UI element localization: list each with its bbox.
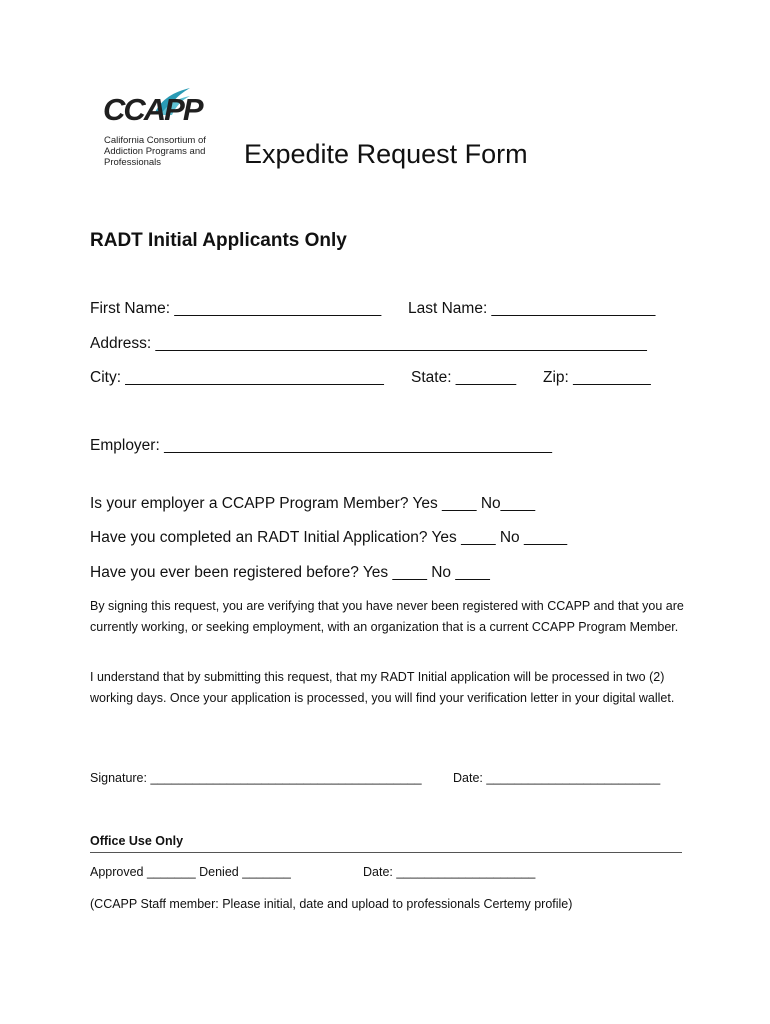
signature-field[interactable]: Signature: _______________________________________	[90, 771, 422, 785]
employer-field[interactable]: Employer: _____________________________________________	[90, 437, 552, 454]
verification-paragraph: By signing this request, you are verifying that you have never been registered with CCAPP and that you are currently working, or seeking employment, with an organization that is a current CCAPP Program Member.	[90, 599, 684, 634]
state-field[interactable]: State: _______	[411, 369, 517, 386]
office-use-heading: Office Use Only	[90, 834, 184, 848]
office-date-field[interactable]: Date: ____________________	[363, 865, 536, 879]
question-completed-application[interactable]: Have you completed an RADT Initial Application? Yes ____ No _____	[90, 529, 568, 546]
approved-denied-field[interactable]: Approved _______ Denied _______	[90, 865, 291, 879]
question-program-member[interactable]: Is your employer a CCAPP Program Member? Yes ____ No____	[90, 495, 536, 512]
logo-wordmark: CCAPP	[103, 92, 202, 127]
logo-org-line3: Professionals	[104, 157, 162, 168]
form-subtitle: RADT Initial Applicants Only	[90, 230, 347, 251]
zip-field[interactable]: Zip: _________	[543, 369, 651, 386]
processing-paragraph: I understand that by submitting this request, that my RADT Initial application will be processed in two (2) working days. Once your application is processed, you will find your verification letter in your digital wallet.	[90, 670, 675, 705]
staff-note: (CCAPP Staff member: Please initial, date and upload to professionals Certemy profile)	[90, 897, 573, 911]
first-name-field[interactable]: First Name: ________________________	[90, 300, 382, 317]
date-field[interactable]: Date: _________________________	[453, 771, 661, 785]
address-field[interactable]: Address: _________________________________________________________	[90, 335, 647, 352]
question-registered-before[interactable]: Have you ever been registered before? Yes ____ No ____	[90, 564, 490, 581]
page-title: Expedite Request Form	[244, 139, 528, 169]
city-field[interactable]: City: ______________________________	[90, 369, 384, 386]
logo-org-line2: Addiction Programs and	[104, 146, 206, 157]
office-divider	[90, 852, 682, 853]
logo-org-line1: California Consortium of	[104, 135, 206, 146]
last-name-field[interactable]: Last Name: ___________________	[408, 300, 656, 317]
